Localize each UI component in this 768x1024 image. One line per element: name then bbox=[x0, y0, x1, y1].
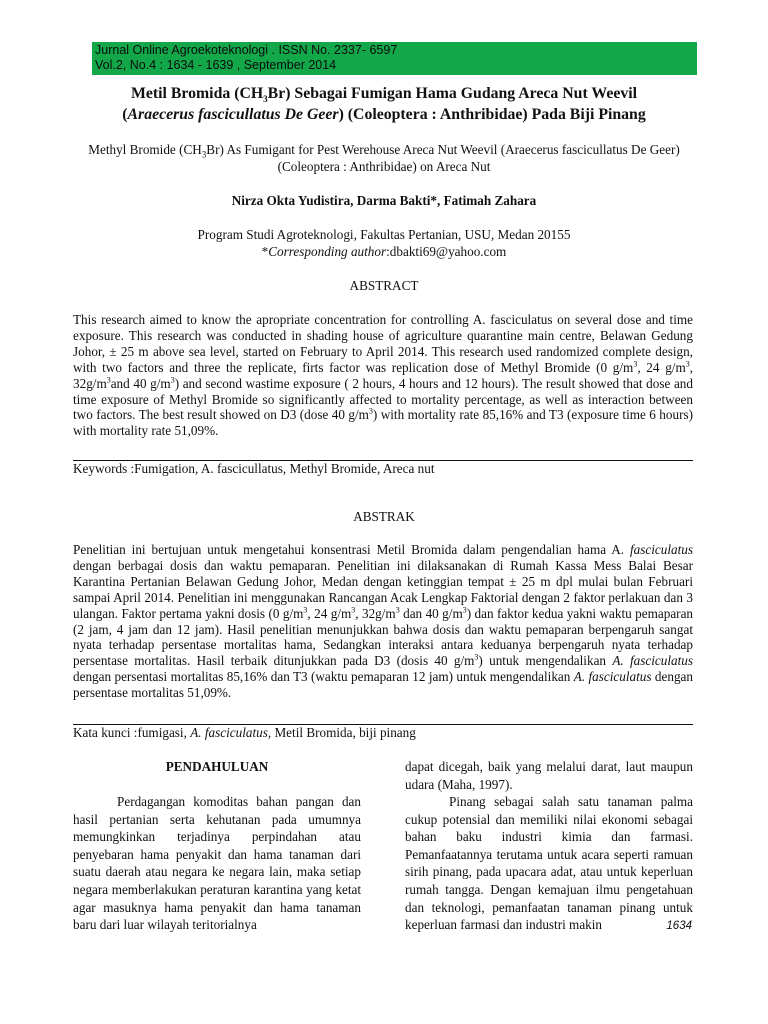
corresponding-author: *Corresponding author:dbakti69@yahoo.com bbox=[261, 244, 507, 259]
affiliation: Program Studi Agroteknologi, Fakultas Pertanian, USU, Medan 20155 bbox=[197, 227, 571, 242]
author-list: Nirza Okta Yudistira, Darma Bakti*, Fatimah Zahara bbox=[231, 193, 537, 208]
journal-name-issn: Jurnal Online Agroekoteknologi . ISSN No. 2337- 6597 bbox=[95, 43, 398, 57]
journal-volume-issue: Vol.2, No.4 : 1634 - 1639 , September 2014 bbox=[95, 58, 337, 72]
abstract-heading: ABSTRACT bbox=[349, 278, 419, 293]
journal-header-banner bbox=[92, 42, 697, 75]
abstrak-body: Penelitian ini bertujuan untuk mengetahui konsentrasi Metil Bromida dalam pengendalian hama A. fasciculatus dengan berbagai dosis dan waktu pemaparan. Penelitian ini dilaksanakan di Rumah Kassa Mess Balai Besar Karantina Pertanian Belawan Gedung Johor, Medan dengan ketinggian tempat ± 25 m dpl mulai bulan Februari sampai April 2014. Penelitian ini menggunakan Rancangan Acak Lengkap Faktorial dengan 2 faktor perlakuan dan 3 ulangan. Faktor pertama yakni dosis (0 $g/m^3$, 24 $g/m^3$, $32g/m^3$ dan 40 $g/m^3$) dan faktor kedua yakni waktu pemaparan (2 jam, 4 jam dan 12 jam). Hasil penelitian menunjukkan bahwa dosis dan waktu pemaparan berpengaruh sangat nyata terhadap persentase mortalitas hama, Sedangkan interaksi antara keduanya berpengaruh nyata terhadap persentase mortalitas. Hasil terbaik ditunjukkan pada D3 (dosis 40 $g/m^3$) untuk mengendalikan A. fasciculatus dengan persentasi mortalitas 85,16% dan T3 (waktu pemaparan 12 jam) untuk mengendalikan A. fasciculatus dengan persentase mortalitas 51,09%. bbox=[73, 542, 694, 701]
intro-paragraph-right: Pinang sebagai salah satu tanaman palma cukup potensial dan memiliki nilai ekonomi sebagai bahan baku industri kimia dan farmasi. Pemanfaatannya terutama untuk acara seperti ramuan sirih pinang, pada upacara adat, atau untuk keperluan rumah tangga. Dengan kemajuan ilmu pengetahuan dan teknologi, pemanfaatan tanaman pinang untuk keperluan farmasi dan industri makin bbox=[405, 794, 693, 933]
abstract-body: This research aimed to know the apropriate concentration for controlling A. fasciculatus on several dose and time exposure. This research was conducted in shading house of agriculture quarantine main centre, Belawan Gedung Johor, ± 25 m above sea level, started on February to April 2014. This research used randomized complete design, with two factors and three the replicate, firts factor was replication dose of Methyl Bromide (0 $g/m^3$, 24 $g/m^3$, $32g/m^3and$ 40 $g/m^3$) and second wastime exposure ( 2 hours, 4 hours and 12 hours). The result showed that dose and time exposure of Methyl Bromide so significantly affected to mortality percentage, as well as interaction between two factors. The best result showed on D3 (dose 40 $g/m^3$) with mortality rate 85,16% and T3 (exposure time 6 hours) with mortality rate 51,09%. bbox=[73, 312, 694, 439]
intro-paragraph-left: Perdagangan komoditas bahan pangan dan hasil pertanian serta kehutanan pada umumnya memungkinkan terjadinya perpindahan atau penyebaran hama penyakit dan hama tanaman dari suatu daerah atau negara ke negara lain, maka setiap negara memberlakukan peraturan karantina yang ketat agar masuknya hama penyakit dan hama tanaman baru dari luar wilayah teritorialnya bbox=[73, 794, 361, 933]
paper-title-line2: (Araecerus fascicullatus De Geer) (Coleoptera : Anthribidae) Pada Biji Pinang bbox=[122, 106, 646, 123]
section-heading-pendahuluan: PENDAHULUAN bbox=[165, 759, 269, 774]
english-title: Methyl Bromide $(CH_3Br)$ As Fumigant for Pest Werehouse Areca Nut Weevil (Araecerus fascicullatus De Geer) (Coleoptera : Anthribidae) on Areca Nut bbox=[88, 142, 680, 174]
keywords: Keywords :Fumigation, A. fascicullatus, Methyl Bromide, Areca nut bbox=[73, 461, 435, 476]
paper-title-line1: Metil Bromida $(CH_3Br)$ Sebagai Fumigan Hama Gudang Areca Nut Weevil bbox=[130, 85, 638, 105]
abstrak-heading: ABSTRAK bbox=[353, 509, 415, 524]
page-number: 1634 bbox=[666, 920, 692, 932]
species-name: Araecerus fascicullatus De Geer bbox=[127, 106, 339, 123]
intro-paragraph-right-continued: dapat dicegah, baik yang melalui darat, laut maupun udara (Maha, 1997). bbox=[405, 759, 693, 792]
kata-kunci: Kata kunci :fumigasi, A. fasciculatus, Metil Bromida, biji pinang bbox=[73, 725, 416, 740]
